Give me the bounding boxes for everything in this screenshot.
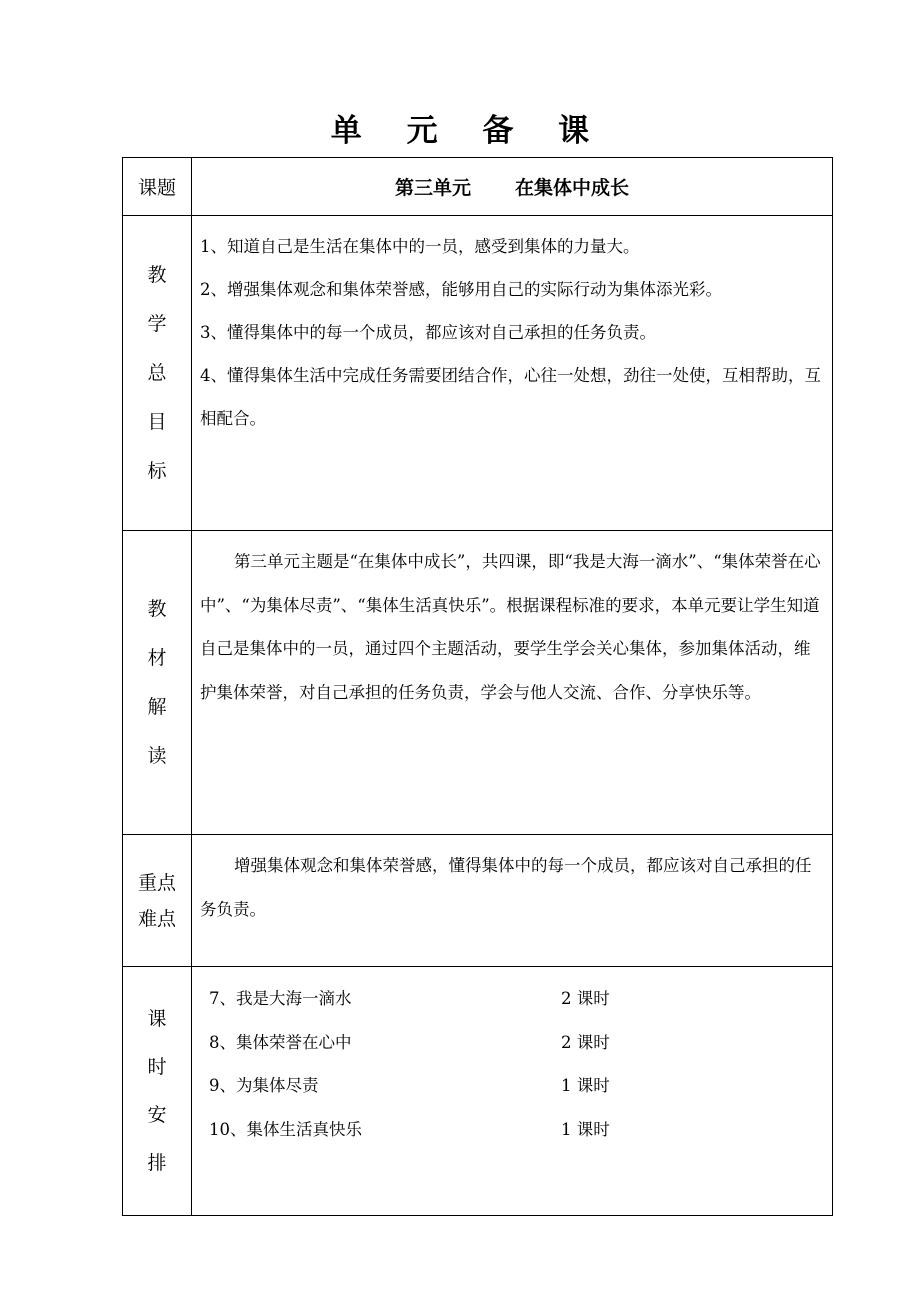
goals-row	[123, 216, 833, 531]
material-label-char: 材	[147, 646, 167, 669]
lesson-hours: 2 课时	[561, 989, 610, 1008]
goals-label-char: 总	[147, 361, 167, 384]
lesson-name: 10、集体生活真快乐	[209, 1119, 362, 1139]
page-title: 单 元 备 课	[330, 113, 607, 149]
goals-label	[123, 216, 192, 531]
goal-item: 3、懂得集体中的每一个成员，都应该对自己承担的任务负责。	[200, 323, 656, 342]
schedule-item	[209, 977, 832, 1021]
goal-item: 1、知道自己是生活在集体中的一员，感受到集体的力量大。	[200, 237, 640, 256]
lesson-name: 8、集体荣誉在心中	[209, 1032, 352, 1052]
lesson-hours: 1 课时	[561, 1076, 610, 1095]
lesson-hours: 2 课时	[561, 1032, 610, 1052]
key-points-content	[192, 835, 833, 967]
schedule-label-char: 排	[147, 1152, 167, 1174]
key-points-row	[123, 835, 833, 967]
goal-item: 2、增强集体观念和集体荣誉感，能够用自己的实际行动为集体添光彩。	[200, 280, 722, 299]
lesson-name: 9、为集体尽责	[209, 1076, 319, 1095]
schedule-item	[209, 1108, 832, 1152]
lesson-hours: 1 课时	[561, 1119, 610, 1139]
material-row	[123, 531, 833, 835]
topic-label: 课题	[123, 158, 192, 216]
material-label-char: 教	[147, 597, 167, 620]
goals-label-char: 标	[147, 459, 167, 482]
schedule-label-char: 安	[147, 1104, 167, 1126]
goal-item: 4、懂得集体生活中完成任务需要团结合作，心往一处想，劲往一处使，互相帮助，互相配合。	[200, 366, 821, 428]
goals-label-char: 教	[147, 263, 167, 286]
material-text: 第三单元主题是“在集体中成长”，共四课，即“我是大海一滴水”、“集体荣誉在心中”、“为集体尽责”、“集体生活真快乐”。根据课程标准的要求，本单元要让学生知道自己是集体中的一员，通过四个主题活动，要学生学会关心集体，参加集体活动，维护集体荣誉，对自己承担的任务负责，学会与他人交流、合作、分享快乐等。	[200, 552, 821, 702]
schedule-item	[209, 1064, 832, 1108]
material-content	[192, 531, 833, 835]
unit-name: 在集体中成长	[515, 177, 630, 199]
key-points-text: 增强集体观念和集体荣誉感，懂得集体中的每一个成员，都应该对自己承担的任务负责。	[200, 856, 812, 919]
unit-number: 第三单元	[394, 177, 471, 199]
goals-content	[192, 216, 833, 531]
material-label-char: 解	[147, 695, 167, 718]
schedule-content	[192, 967, 833, 1216]
key-points-label	[123, 835, 192, 967]
schedule-item	[209, 1021, 832, 1065]
material-label-char: 读	[147, 744, 167, 767]
schedule-label	[123, 967, 192, 1216]
topic-row	[123, 158, 833, 216]
topic-cell	[192, 158, 833, 216]
key-points-label-line: 难点	[137, 907, 176, 930]
key-points-label-line: 重点	[137, 871, 176, 894]
schedule-label-char: 课	[147, 1008, 167, 1030]
goals-label-char: 目	[147, 410, 167, 433]
goals-label-char: 学	[147, 312, 167, 335]
lesson-plan-table	[122, 157, 833, 1216]
schedule-label-char: 时	[147, 1056, 167, 1078]
lesson-name: 7、我是大海一滴水	[209, 989, 352, 1008]
material-label	[123, 531, 192, 835]
schedule-row	[123, 967, 833, 1216]
